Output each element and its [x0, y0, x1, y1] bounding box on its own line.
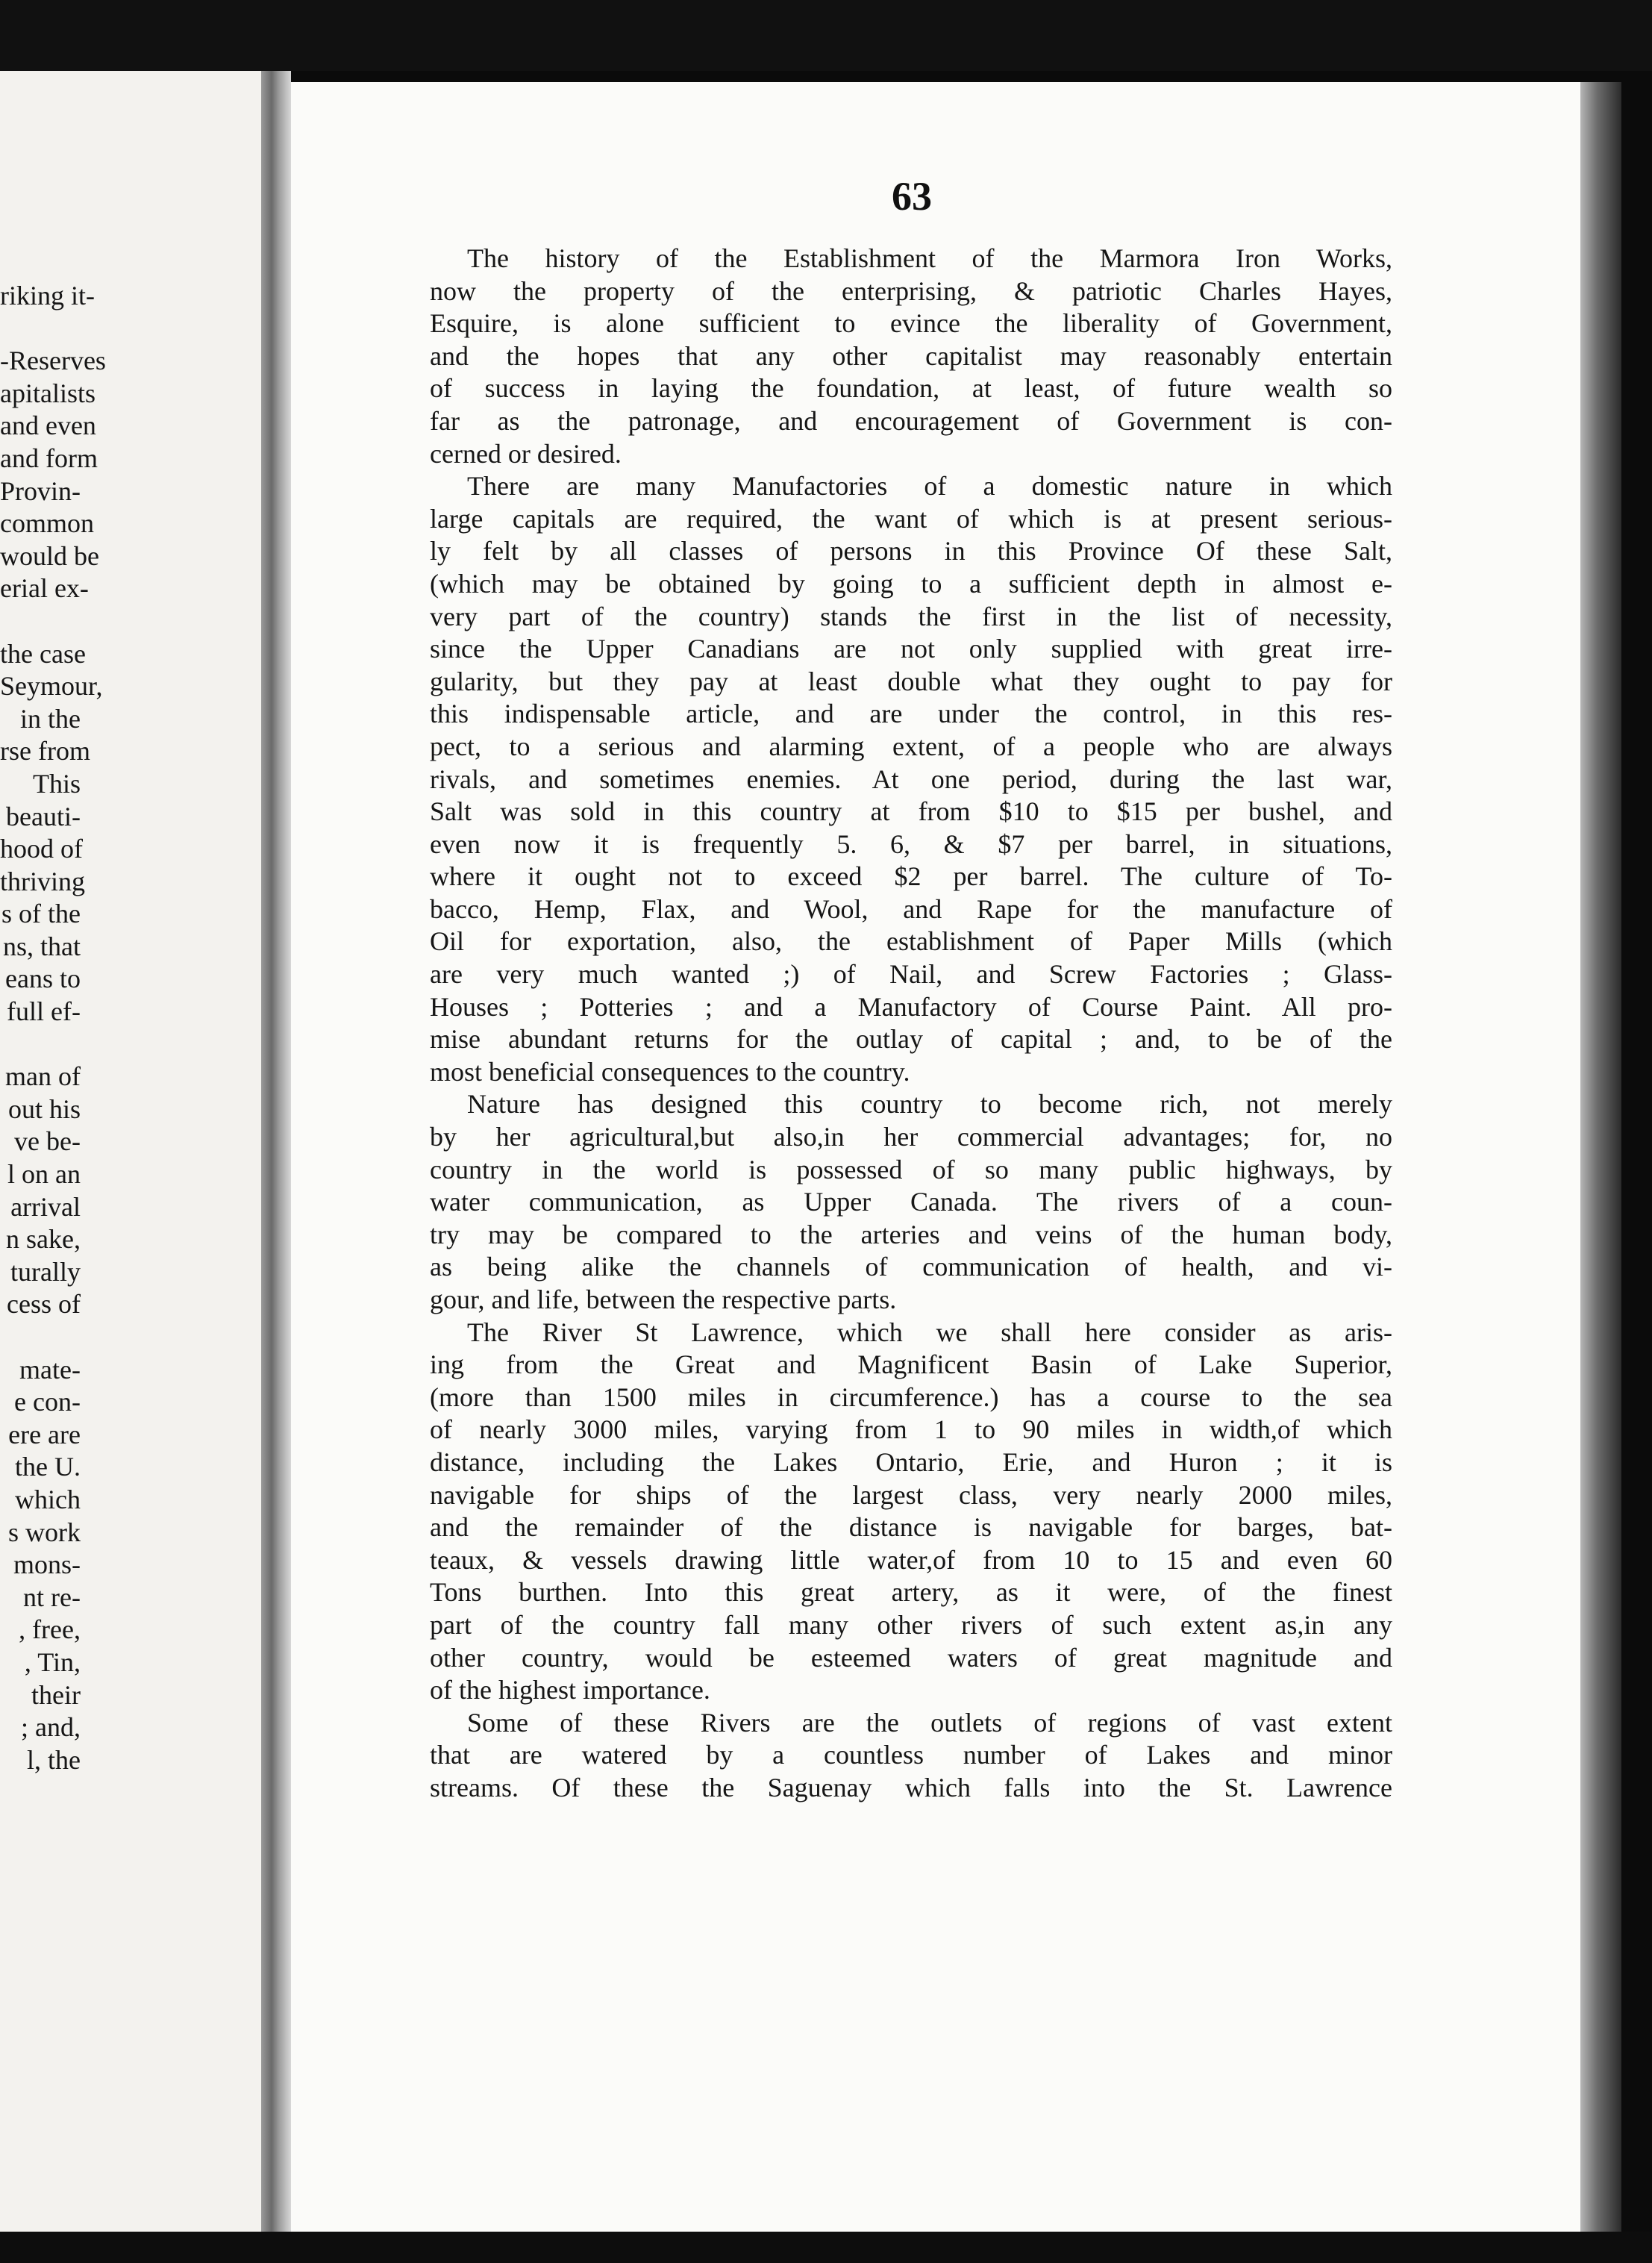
text-line: -Reserves: [0, 346, 106, 376]
text-line: far as the patronage, and encouragement of Government is con-: [430, 405, 1392, 436]
text-line: most beneficial consequences to the country.: [430, 1056, 910, 1087]
text-line: common: [0, 508, 94, 539]
book-gutter: [261, 71, 291, 2239]
text-line: are very much wanted ;) of Nail, and Screw Factories ; Glass-: [430, 959, 1392, 990]
text-line: l, the: [27, 1744, 81, 1775]
page-edge: [1580, 82, 1621, 2239]
page-number: 63: [892, 174, 932, 219]
text-line: man of: [5, 1061, 81, 1092]
text-line: The history of the Establishment of the Marmora Iron Works,: [467, 243, 1392, 273]
text-line: rivals, and sometimes enemies. At one period, during the last war,: [430, 764, 1392, 794]
text-line: try may be compared to the arteries and veins of the human body,: [430, 1219, 1392, 1249]
text-line: ly felt by all classes of persons in this Province Of these Salt,: [430, 536, 1392, 566]
text-line: arrival: [10, 1191, 81, 1222]
text-line: (more than 1500 miles in circumference.) has a course to the sea: [430, 1382, 1392, 1412]
text-line: very part of the country) stands the first in the list of necessity,: [430, 601, 1392, 631]
text-line: eans to: [5, 964, 81, 994]
text-line: Oil for exportation, also, the establishment of Paper Mills (which: [430, 926, 1392, 957]
text-line: cerned or desired.: [430, 438, 622, 469]
text-line: the case: [0, 638, 86, 669]
text-line: apitalists: [0, 378, 96, 408]
text-line: hood of: [0, 834, 83, 864]
text-line: ve be-: [14, 1126, 81, 1157]
text-line: and the remainder of the distance is navigable for barges, bat-: [430, 1512, 1392, 1543]
text-line: as being alike the channels of communication of health, and vi-: [430, 1252, 1392, 1282]
text-line: (which may be obtained by going to a sufficient depth in almost e-: [430, 568, 1392, 599]
text-line: s work: [8, 1517, 81, 1547]
text-line: , free,: [19, 1614, 81, 1645]
text-line: [0, 1029, 81, 1061]
text-line: navigable for ships of the largest class, very nearly 2000 miles,: [430, 1479, 1392, 1510]
main-body-text: [430, 243, 1392, 1805]
text-line: cess of: [7, 1289, 81, 1320]
text-line: ing from the Great and Magnificent Basin of Lake Superior,: [430, 1349, 1392, 1380]
text-line: this indispensable article, and are under the control, in this res-: [430, 699, 1392, 729]
text-line: water communication, as Upper Canada. The rivers of a coun-: [430, 1187, 1392, 1217]
text-line: now the property of the enterprising, & patriotic Charles Hayes,: [430, 275, 1392, 306]
text-line: Houses ; Potteries ; and a Manufactory of Course Paint. All pro-: [430, 991, 1392, 1022]
text-line: and form: [0, 443, 98, 473]
text-line: Esquire, is alone sufficient to evince the liberality of Government,: [430, 308, 1392, 339]
text-line: [0, 605, 81, 638]
text-line: teaux, & vessels drawing little water,of from 10 to 15 and even 60: [430, 1544, 1392, 1575]
text-line: There are many Manufactories of a domestic nature in which: [467, 471, 1392, 502]
text-line: their: [31, 1679, 81, 1710]
text-line: gularity, but they pay at least double what they ought to pay for: [430, 666, 1392, 696]
text-line: mons-: [13, 1549, 81, 1580]
text-line: would be: [0, 540, 99, 571]
text-line: Salt was sold in this country at from $10 to $15 per bushel, and: [430, 796, 1392, 827]
text-line: Seymour,: [0, 671, 103, 702]
text-line: e con-: [14, 1387, 81, 1417]
text-line: of nearly 3000 miles, varying from 1 to 90 miles in width,of which: [430, 1414, 1392, 1445]
text-line: that are watered by a countless number of Lakes and minor: [430, 1740, 1392, 1770]
text-line: Nature has designed this country to become rich, not merely: [467, 1089, 1392, 1120]
text-line: the U.: [15, 1452, 81, 1482]
text-line: in the: [20, 703, 81, 734]
text-line: of the highest importance.: [430, 1675, 710, 1705]
text-line: out his: [7, 1093, 81, 1124]
scan-top-border: [0, 0, 1652, 71]
text-line: Tons burthen. Into this great artery, as it were, of the finest: [430, 1577, 1392, 1608]
text-line: nt re-: [23, 1582, 81, 1612]
text-line: ere are: [8, 1419, 81, 1449]
text-line: distance, including the Lakes Ontario, Erie, and Huron ; it is: [430, 1446, 1392, 1477]
text-line: where it ought not to exceed $2 per barrel. The culture of To-: [430, 861, 1392, 892]
text-line: Provin-: [0, 475, 81, 506]
text-line: ; and,: [21, 1712, 81, 1743]
text-line: n sake,: [6, 1224, 81, 1255]
text-line: bacco, Hemp, Flax, and Wool, and Rape for the manufacture of: [430, 893, 1392, 924]
text-line: gour, and life, between the respective parts.: [430, 1285, 897, 1314]
text-line: l on an: [7, 1159, 81, 1190]
text-line: even now it is frequently 5. 6, & $7 per barrel, in situations,: [430, 828, 1392, 859]
text-line: of success in laying the foundation, at least, of future wealth so: [430, 373, 1392, 404]
text-line: large capitals are required, the want of which is at present serious-: [430, 503, 1392, 534]
text-line: and even: [0, 411, 96, 441]
text-line: thriving: [0, 866, 85, 896]
text-line: turally: [10, 1256, 81, 1287]
text-line: rse from: [0, 736, 90, 767]
text-line: part of the country fall many other rivers of such extent as,in any: [430, 1609, 1392, 1640]
text-line: streams. Of these the Saguenay which falls into the St. Lawrence: [430, 1772, 1392, 1802]
text-line: full ef-: [7, 996, 81, 1027]
scan-bottom-border: [0, 2232, 1652, 2263]
left-page-text: [0, 280, 106, 1776]
text-line: s of the: [1, 899, 81, 929]
text-line: , Tin,: [24, 1646, 81, 1677]
text-line: and the hopes that any other capitalist may reasonably entertain: [430, 340, 1392, 371]
text-line: other country, would be esteemed waters of great magnitude and: [430, 1642, 1392, 1673]
text-line: riking it-: [0, 281, 95, 310]
text-line: ns, that: [3, 931, 81, 961]
text-line: country in the world is possessed of so many public highways, by: [430, 1154, 1392, 1184]
text-line: This: [32, 768, 81, 799]
text-line: since the Upper Canadians are not only supplied with great irre-: [430, 634, 1392, 664]
text-line: beauti-: [6, 801, 81, 831]
text-line: Some of these Rivers are the outlets of regions of vast extent: [467, 1707, 1392, 1738]
text-line: [0, 1321, 81, 1354]
text-line: mise abundant returns for the outlay of capital ; and, to be of the: [430, 1024, 1392, 1055]
text-line: The River St Lawrence, which we shall here consider as aris-: [467, 1317, 1392, 1347]
text-line: which: [15, 1484, 81, 1514]
text-line: mate-: [19, 1354, 81, 1385]
text-line: pect, to a serious and alarming extent, of a people who are always: [430, 731, 1392, 761]
text-line: [0, 313, 81, 346]
text-line: erial ex-: [0, 573, 89, 604]
text-line: by her agricultural,but also,in her commercial advantages; for, no: [430, 1122, 1392, 1152]
